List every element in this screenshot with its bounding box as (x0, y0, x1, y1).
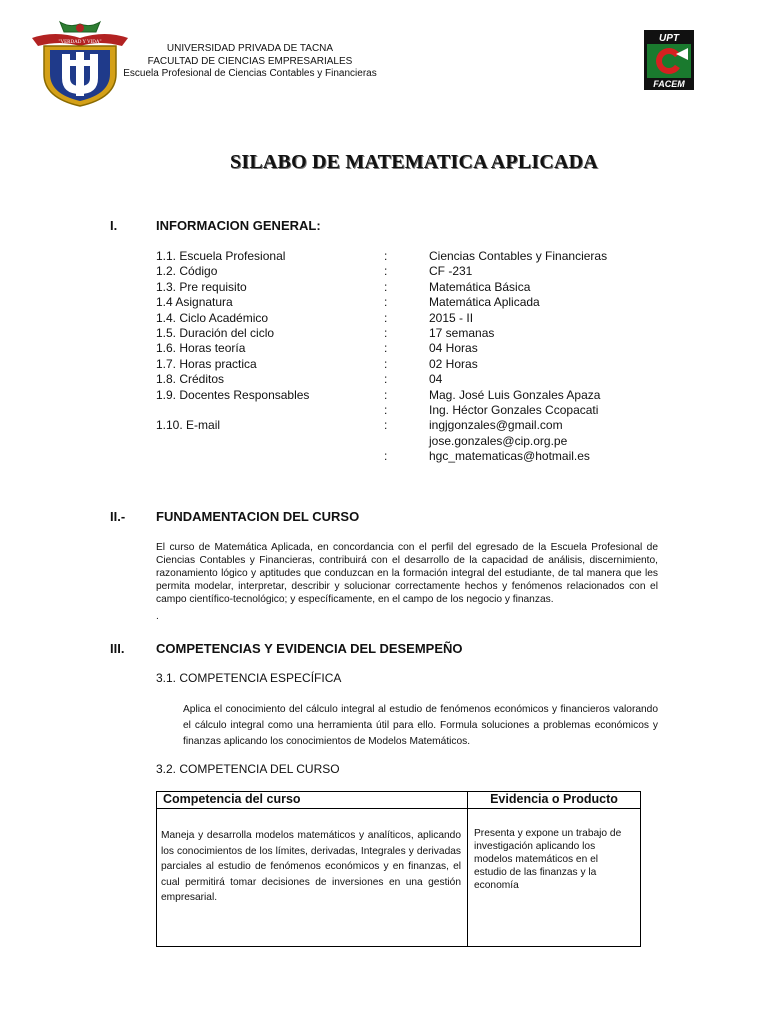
general-info-key: 1.4. Ciclo Académico (156, 310, 269, 325)
general-info-value: 04 (429, 372, 443, 387)
general-info-value: Matemática Aplicada (429, 295, 540, 310)
general-info-value: Ciencias Contables y Financieras (429, 249, 608, 263)
general-info-value: 02 Horas (429, 356, 478, 371)
general-info-value: jose.gonzales@cip.org.pe (429, 433, 568, 448)
table-header-row (157, 792, 641, 809)
general-info-value: ingjgonzales@gmail.com (429, 418, 563, 433)
general-info-value: Ing. Héctor Gonzales Ccopacati (429, 402, 599, 417)
general-info-value: Matemática Básica (429, 279, 531, 294)
section-3-title: COMPETENCIAS Y EVIDENCIA DEL DESEMPEÑO (156, 641, 463, 656)
general-info-value: CF -231 (429, 264, 473, 279)
competencia-curso-title: 3.2. COMPETENCIA DEL CURSO (156, 762, 340, 776)
general-info-key: 1.3. Pre requisito (156, 279, 247, 294)
general-info-key: 1.9. Docentes Responsables (156, 387, 310, 402)
section-2-title: FUNDAMENTACION DEL CURSO (156, 509, 360, 524)
general-info-separator: : (384, 264, 388, 279)
logo-upt-text: UPT (659, 33, 679, 44)
table-cell-competencia: Maneja y desarrolla modelos matemáticos y analíticos, aplicando los conocimientos de los límites, derivadas, Integrales y derivadas parciales al estudio de fenómenos económicos y en finanzas, el cual permitirá tomar decisiones de inversiones en una gestión empresarial. (157, 809, 468, 947)
general-info-key: 1.1. Escuela Profesional (156, 249, 286, 263)
crest-motto: "VERDAD Y VIDA" (58, 40, 102, 45)
table-cell-evidencia: Presenta y expone un trabajo de investigación aplicando los modelos matemáticos en el estudio de las finanzas y la economía (468, 809, 641, 947)
section-1-title: INFORMACION GENERAL: (156, 218, 321, 233)
general-info-value: 04 Horas (429, 341, 478, 356)
general-info-separator: : (384, 356, 388, 371)
general-info-separator: : (384, 372, 388, 387)
section-3-number: III. (110, 641, 125, 656)
general-info-key: 1.8. Créditos (156, 372, 225, 387)
fundamentacion-paragraph: El curso de Matemática Aplicada, en concordancia con el perfil del egresado de la Escuela Profesional de Ciencias Contables y Financieras, contribuirá con el desarrollo de la capacidad de análisis, discernimiento, razonamiento lógico y aptitudes que conduzcan en la formación integral del estudiante, de tal manera que les permita modelar, interpretar, describir y solucionar correctamente hechos y fenómenos relacionados con el campo científico-tecnológico; y específicamente, en el campo de los negocio y finanzas. (156, 542, 658, 605)
school-name: Escuela Profesional de Ciencias Contables y Financieras (123, 68, 377, 79)
fundamentacion-trailing-dot: . (156, 611, 159, 622)
institution-header (0, 43, 500, 81)
general-info-separator: : (384, 418, 388, 433)
competencia-especifica-text: Aplica el conocimiento del cálculo integral al estudio de fenómenos económicos y financieros valorando el cálculo integral como una herramienta útil para ello. Formula soluciones a problemas económicos y finanzas aplicando los conocimientos de Modelos Matemáticos. (183, 704, 658, 747)
general-info-key: 1.4 Asignatura (156, 295, 233, 310)
general-info-separator: : (384, 387, 388, 402)
competencia-especifica-title: 3.1. COMPETENCIA ESPECÍFICA (156, 671, 342, 685)
table-row (157, 809, 641, 947)
document-title: SILABO DE MATEMATICA APLICADA (230, 151, 598, 173)
facem-logo (644, 30, 694, 90)
general-info-value: Mag. José Luis Gonzales Apaza (429, 387, 601, 402)
faculty-name: FACULTAD DE CIENCIAS EMPRESARIALES (147, 55, 353, 67)
general-info-separator: : (384, 310, 388, 325)
table-header-evidencia: Evidencia o Producto (468, 792, 641, 809)
general-info-separator: : (384, 279, 388, 294)
university-name: UNIVERSIDAD PRIVADA DE TACNA (166, 43, 334, 54)
general-info-separator: : (384, 295, 388, 310)
logo-facem-text: FACEM (653, 79, 685, 89)
general-info-key: 1.7. Horas practica (156, 356, 257, 371)
general-info-key: 1.10. E-mail (156, 418, 221, 433)
general-info-key: 1.5. Duración del ciclo (156, 325, 275, 340)
general-info-key: 1.6. Horas teoría (156, 341, 246, 356)
general-info-value: 2015 - II (429, 310, 474, 325)
general-info-value: hgc_matematicas@hotmail.es (429, 449, 590, 464)
competencias-table (156, 791, 641, 947)
table-header-competencia: Competencia del curso (157, 792, 468, 809)
general-info-value: 17 semanas (429, 325, 495, 340)
general-info-separator: : (384, 249, 388, 263)
section-1-number: I. (110, 218, 118, 233)
general-info-separator: : (384, 402, 388, 417)
general-info-key: 1.2. Código (156, 264, 218, 279)
general-info-separator: : (384, 325, 388, 340)
general-info-separator: : (384, 341, 388, 356)
section-2-number: II.- (110, 509, 126, 524)
general-info-separator: : (384, 449, 388, 464)
